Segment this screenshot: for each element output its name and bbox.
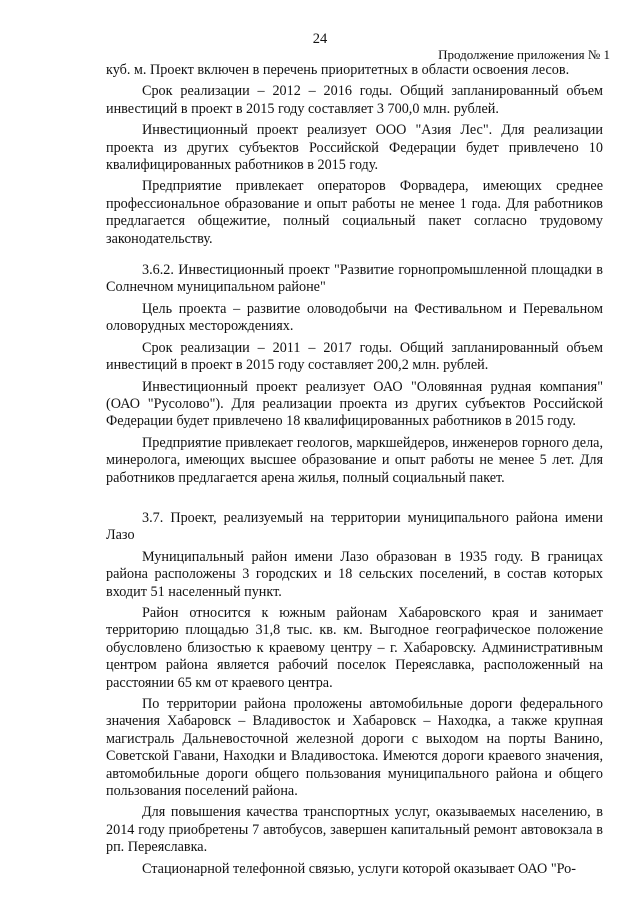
paragraph-implementer-rusolovo: Инвестиционный проект реализует ОАО "Оловянная рудная компания" (ОАО "Русолово"). Для реализации проекта из других субъектов Российской Федерации будет привлечено 18 квалифицированных работников в 2015 году. <box>106 378 603 430</box>
paragraph-timeline-asia-les: Срок реализации – 2012 – 2016 годы. Общий запланированный объем инвестиций в проект в 2015 году составляет 3 700,0 млн. рублей. <box>106 83 603 117</box>
section-heading-3-7: 3.7. Проект, реализуемый на территории муниципального района имени Лазо <box>106 509 603 544</box>
paragraph-workers-asia-les: Предприятие привлекает операторов Форвадера, имеющих среднее профессиональное образование и опыт работы не менее 1 года. Для работников предлагается общежитие, полный социальный пакет согласно трудовому законодательству. <box>106 178 603 247</box>
paragraph-lazo-roads: По территории района проложены автомобильные дороги федерального значения Хабаровск – Владивосток и Хабаровск – Находка, а также крупная магистраль Дальневосточной железной дороги с выходом на порты Ванино, Советской Гавани, Находки и Владивостока. Имеются дороги краевого значения, автомобильные дороги общего пользования муниципального района и общего пользования поселений района. <box>106 696 603 800</box>
paragraph-lazo-telephone: Стационарной телефонной связью, услуги которой оказывает ОАО "Ро- <box>142 860 576 877</box>
paragraph-implementer-asia-les: Инвестиционный проект реализует ООО "Азия Лес". Для реализации проекта из других субъектов Российской Федерации будет привлечено 10 квалифицированных работников в 2015 году. <box>106 122 603 174</box>
paragraph-lazo-geography: Район относится к южным районам Хабаровского края и занимает территорию площадью 31,8 тыс. кв. км. Выгодное географическое положение обусловлено близостью к краевому центру – г. Хабаровску. Административным центром района является рабочий поселок Переяславка, расположенный на расстоянии 65 км от краевого центра. <box>106 604 603 691</box>
paragraph-workers-rusolovo: Предприятие привлекает геологов, маркшейдеров, инженеров горного дела, минеролога, имеющих высшее образование и опыт работы не менее 5 лет. Для работников предлагается арена жилья, полный социальный пакет. <box>106 434 603 486</box>
paragraph-lazo-founded: Муниципальный район имени Лазо образован в 1935 году. В границах района расположены 3 городских и 18 сельских поселений, в состав которых входит 51 населенный пункт. <box>106 548 603 600</box>
page-number: 24 <box>312 31 328 47</box>
section-heading-3-6-2: 3.6.2. Инвестиционный проект "Развитие горнопромышленной площадки в Солнечном муниципальном районе" <box>106 262 603 296</box>
document-body <box>106 62 603 882</box>
paragraph-goal-tin: Цель проекта – развитие оловодобычи на Фестивальном и Перевальном оловорудных месторождениях. <box>106 300 603 335</box>
appendix-continuation-note: Продолжение приложения № 1 <box>438 47 610 62</box>
paragraph-timeline-tin: Срок реализации – 2011 – 2017 годы. Общий запланированный объем инвестиций в проект в 2015 году составляет 200,2 млн. рублей. <box>106 339 603 374</box>
paragraph-project-priority: куб. м. Проект включен в перечень приоритетных в области освоения лесов. <box>106 62 570 78</box>
paragraph-lazo-transport: Для повышения качества транспортных услуг, оказываемых населению, в 2014 году приобретены 7 автобусов, завершен капитальный ремонт автовокзала в рп. Переяславка. <box>106 804 603 856</box>
